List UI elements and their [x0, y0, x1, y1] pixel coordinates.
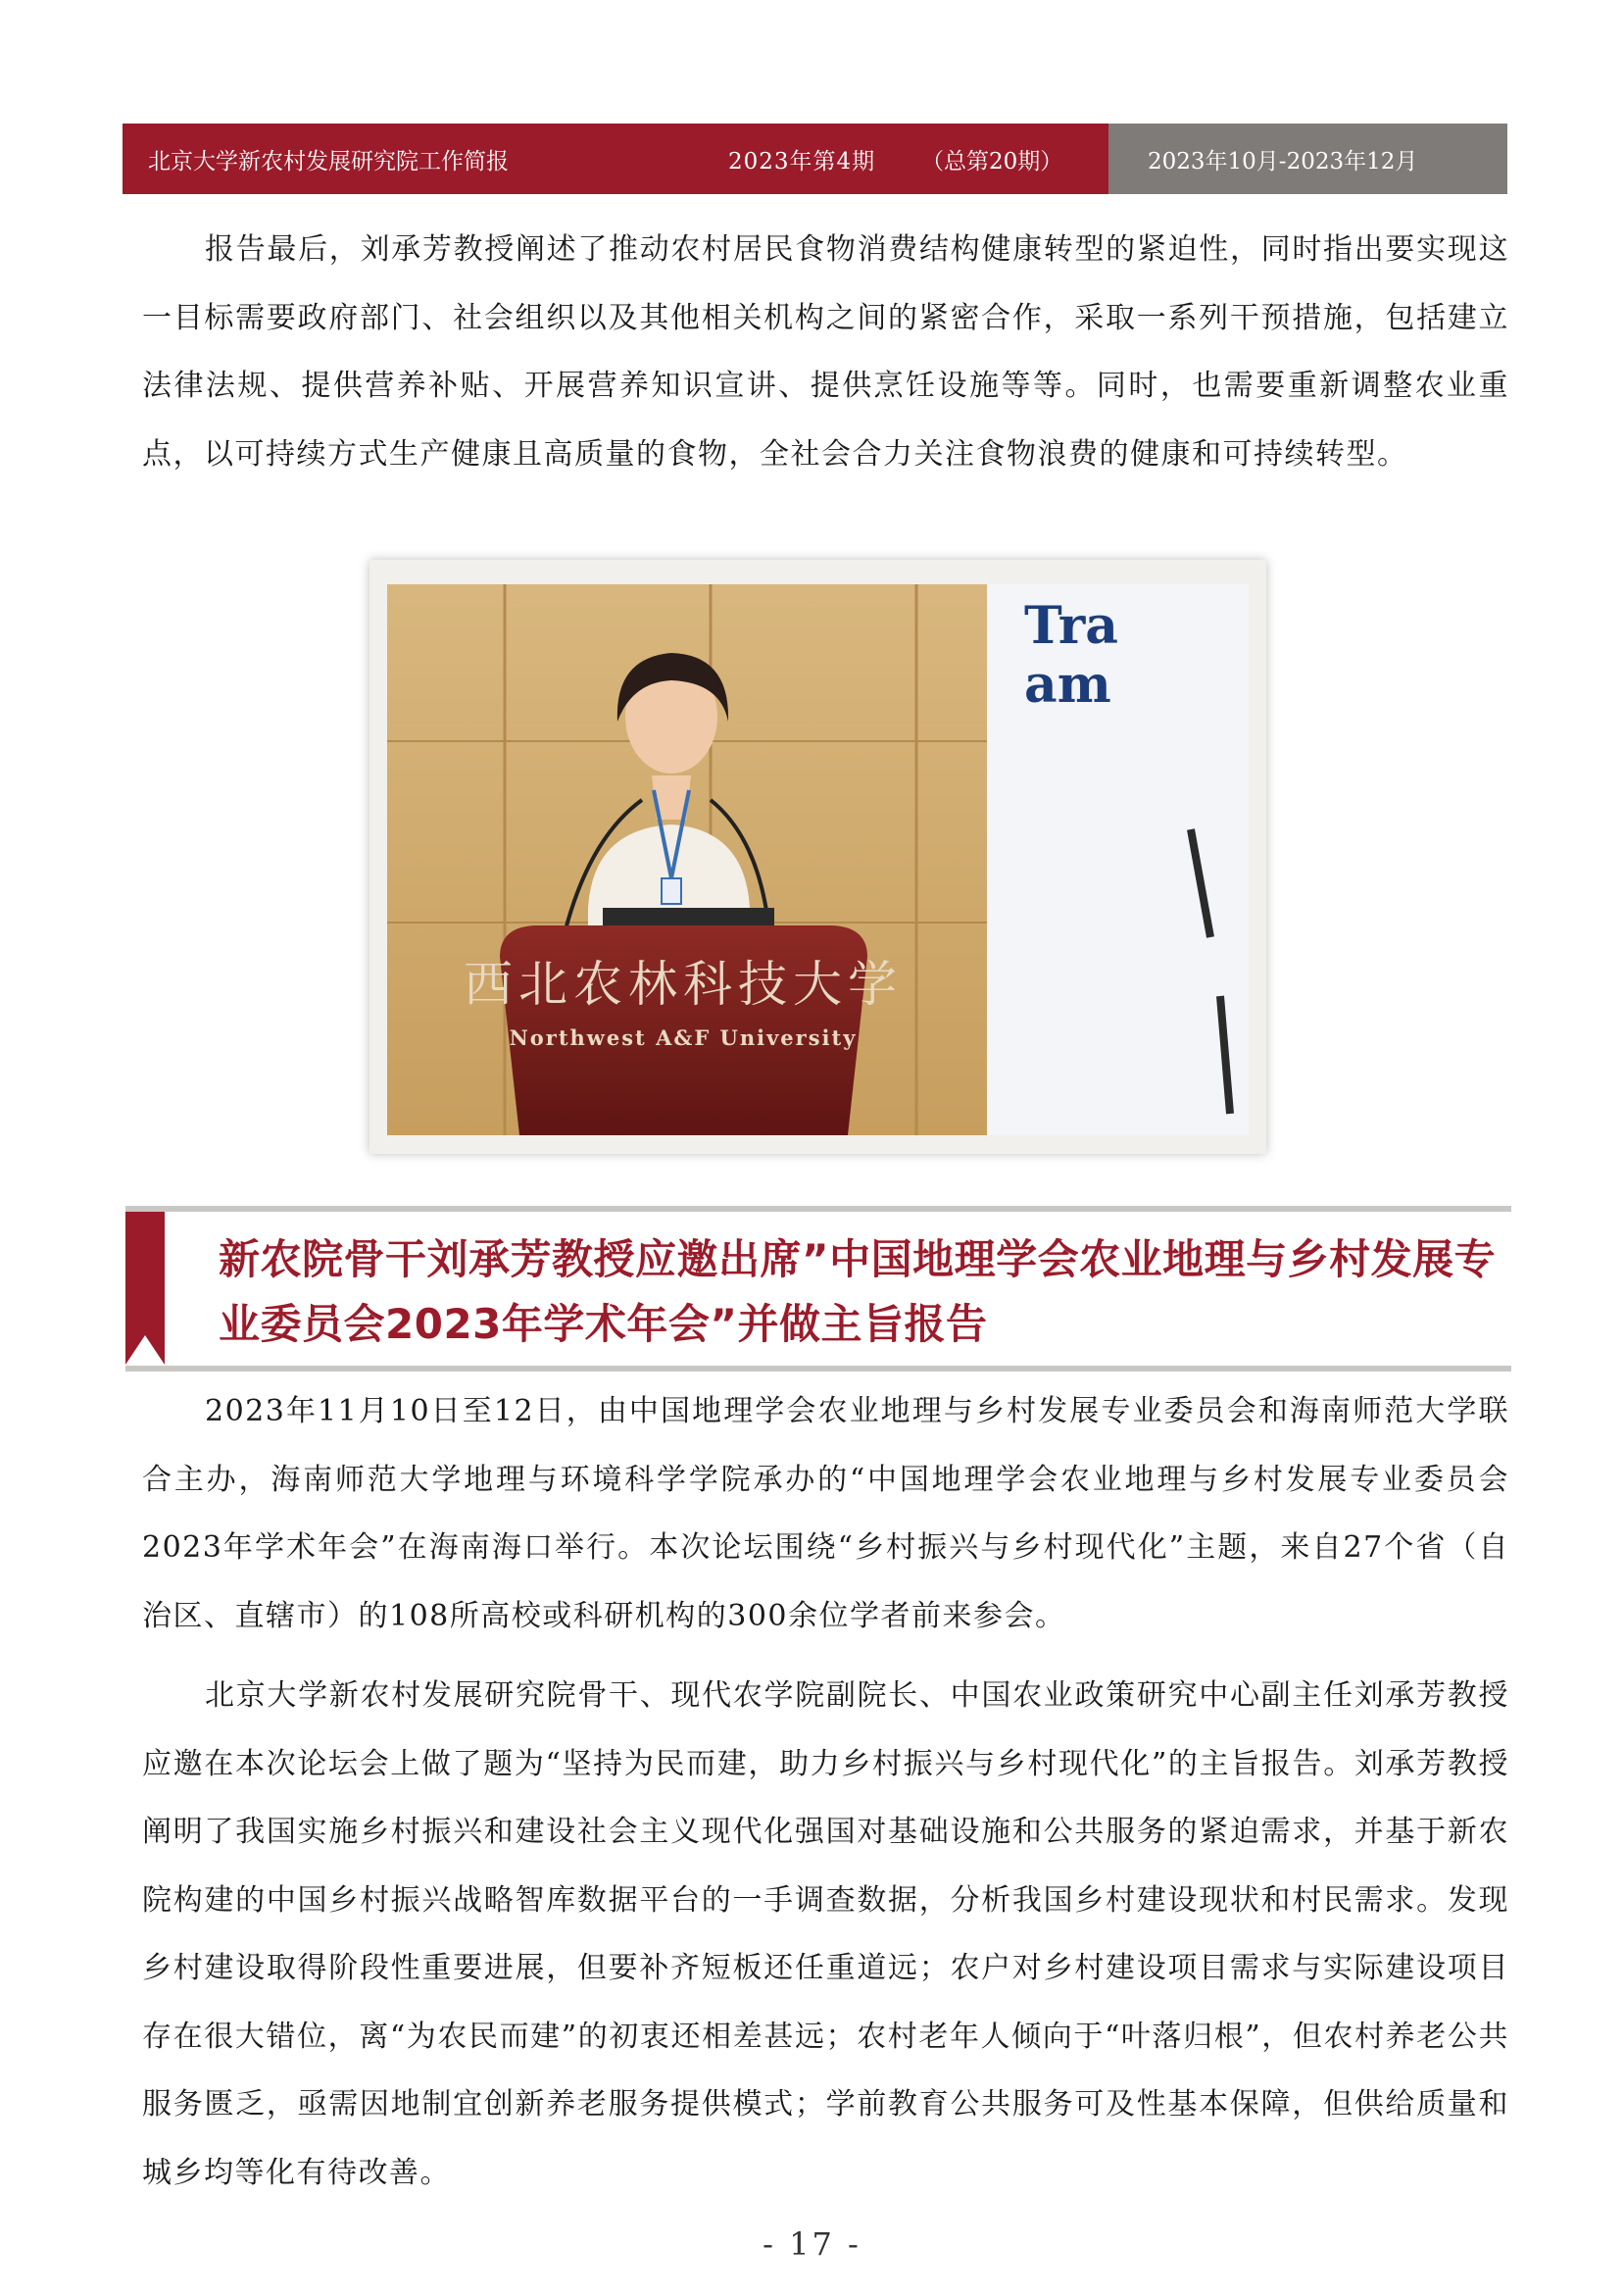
screen-text-line2: am [1024, 655, 1111, 715]
heading-top-rule [125, 1206, 1511, 1212]
heading-ribbon-notch [125, 1335, 165, 1365]
intro-paragraph: 报告最后，刘承芳教授阐述了推动农村居民食物消费结构健康转型的紧迫性，同时指出要实现这一目标需要政府部门、社会组织以及其他相关机构之间的紧密合作，采取一系列干预措施，包括建立法律法规、提供营养补贴、开展营养知识宣讲、提供烹饪设施等等。同时，也需要重新调整农业重点，以可持续方式生产健康且高质量的食物，全社会合力关注食物浪费的健康和可持续转型。 [142, 232, 1509, 472]
intro-text [142, 216, 1509, 488]
body-paragraph-1: 2023年11月10日至12日，由中国地理学会农业地理与乡村发展专业委员会和海南师范大学联合主办，海南师范大学地理与环境科学学院承办的“中国地理学会农业地理与乡村发展专业委员会2023年学术年会”在海南海口举行。本次论坛围绕“乡村振兴与乡村现代化”主题，来自27个省（自治区、直辖市）的108所高校或科研机构的300余位学者前来参会。 [142, 1394, 1509, 1633]
section-heading [125, 1206, 1511, 1373]
heading-bottom-rule [125, 1366, 1511, 1372]
screen-text-line1: Tra [1024, 596, 1119, 656]
body-paragraph-2: 北京大学新农村发展研究院骨干、现代农学院副院长、中国农业政策研究中心副主任刘承芳教授应邀在本次论坛会上做了题为“坚持为民而建，助力乡村振兴与乡村现代化”的主旨报告。刘承芳教授阐明了我国实施乡村振兴和建设社会主义现代化强国对基础设施和公共服务的紧迫需求，并基于新农院构建的中国乡村振兴战略智库数据平台的一手调查数据，分析我国乡村建设现状和村民需求。发现乡村建设取得阶段性重要进展，但要补齐短板还任重道远；农户对乡村建设项目需求与实际建设项目存在很大错位，离“为农民而建”的初衷还相差甚远；农村老年人倾向于“叶落归根”，但农村养老公共服务匮乏，亟需因地制宜创新养老服务提供模式；学前教育公共服务可及性基本保障，但供给质量和城乡均等化有待改善。 [142, 1678, 1509, 2190]
section-title: 新农院骨干刘承芳教授应邀出席”中国地理学会农业地理与乡村发展专业委员会2023年学术年会”并做主旨报告 [219, 1235, 1497, 1348]
issue-number: 2023年第4期 [728, 149, 876, 175]
section-body [142, 1377, 1509, 2207]
speaker-photo [387, 584, 1249, 1135]
podium-english-text: Northwest A&F University [509, 1025, 858, 1050]
newsletter-title: 北京大学新农村发展研究院工作简报 [148, 149, 509, 175]
speaker-photo-illustration [387, 584, 1249, 1135]
total-issue-number: （总第20期） [921, 149, 1063, 175]
podium-chinese-text: 西北农林科技大学 [464, 956, 903, 1013]
issue-date-range: 2023年10月-2023年12月 [1148, 149, 1418, 175]
header-left-band [123, 124, 1108, 194]
page-number: - 17 - [763, 2225, 861, 2263]
header-right-band [1108, 124, 1507, 194]
running-header [123, 124, 1507, 194]
photo-frame [369, 560, 1266, 1154]
